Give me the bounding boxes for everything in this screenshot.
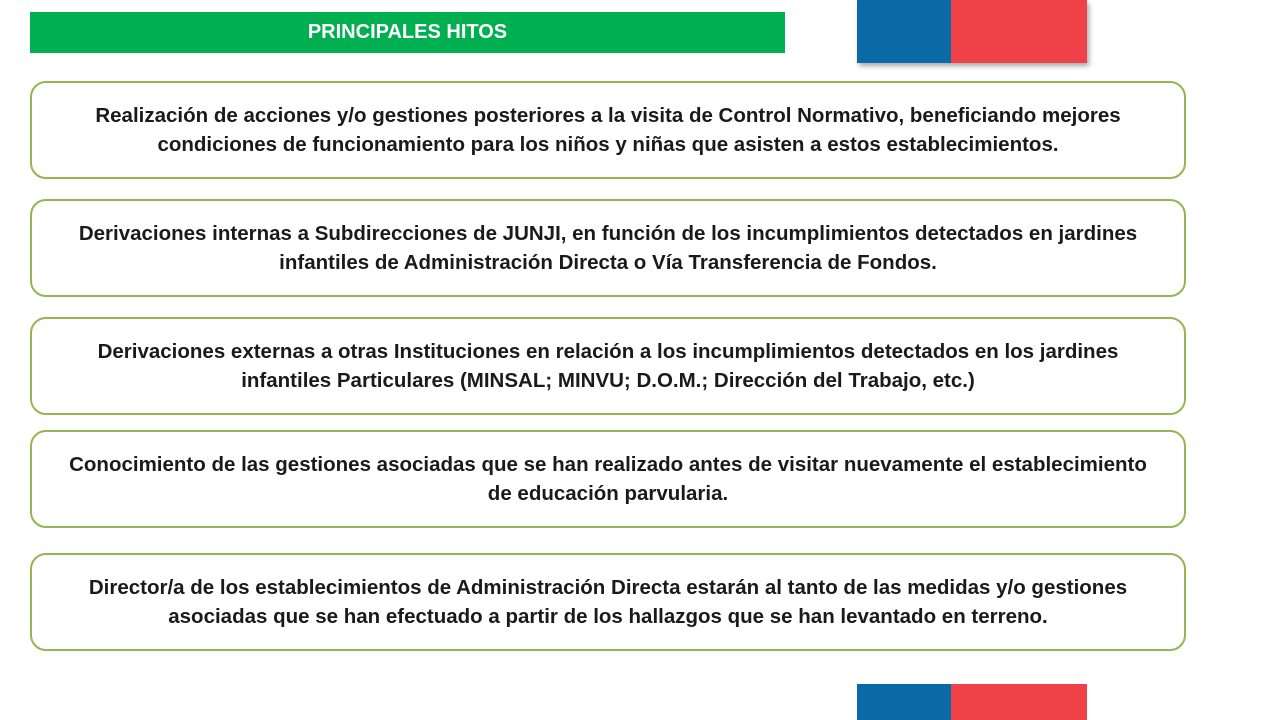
milestone-text: Conocimiento de las gestiones asociadas que se han realizado antes de visitar nuevamente el establecimiento de educación parvularia.	[69, 453, 1147, 505]
flag-red-block	[951, 0, 1087, 63]
milestone-box	[30, 553, 1186, 651]
milestone-text: Derivaciones internas a Subdirecciones de JUNJI, en función de los incumplimientos detectados en jardines infantiles de Administración Directa o Vía Transferencia de Fondos.	[78, 222, 1138, 274]
flag-logo-bottom	[857, 684, 1087, 720]
milestone-text: Director/a de los establecimientos de Administración Directa estarán al tanto de las medidas y/o gestiones asociadas que se han efectuado a partir de los hallazgos que se han levantado en terreno.	[88, 576, 1128, 628]
flag-blue-block	[857, 0, 951, 63]
milestone-box	[30, 430, 1186, 528]
flag-logo-top	[857, 0, 1087, 63]
milestone-box	[30, 199, 1186, 297]
flag-red-block	[951, 684, 1087, 720]
milestone-text: Realización de acciones y/o gestiones posteriores a la visita de Control Normativo, beneficiando mejores condiciones de funcionamiento para los niños y niñas que asisten a estos establecimientos.	[95, 104, 1121, 156]
milestone-box	[30, 81, 1186, 179]
section-title: PRINCIPALES HITOS	[30, 12, 785, 53]
milestone-text: Derivaciones externas a otras Instituciones en relación a los incumplimientos detectados en los jardines infantiles Particulares (MINSAL; MINVU; D.O.M.; Dirección del Trabajo, etc.)	[97, 340, 1119, 392]
flag-blue-block	[857, 684, 951, 720]
milestone-box	[30, 317, 1186, 415]
